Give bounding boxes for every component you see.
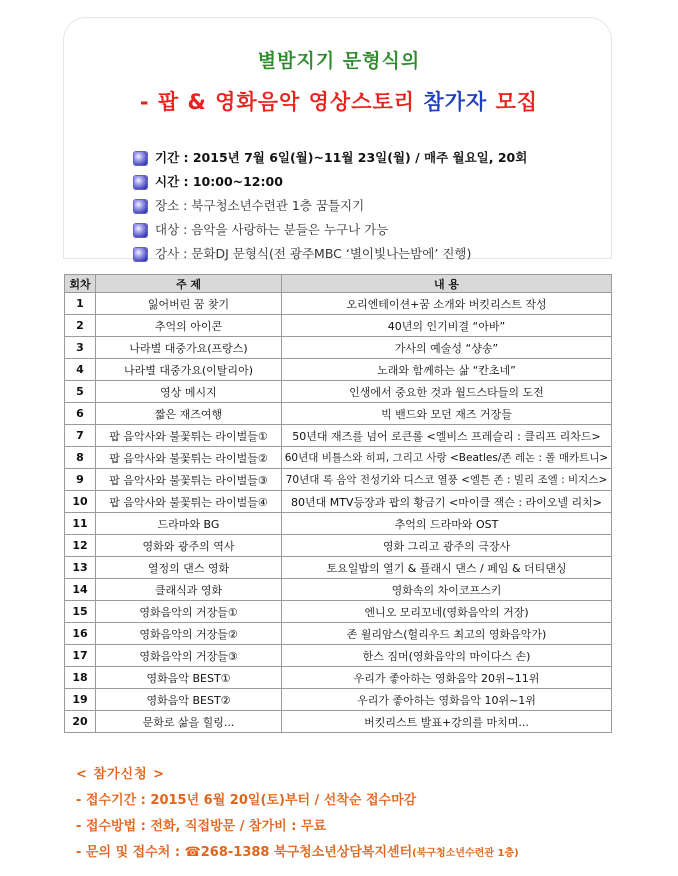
square-bullet-icon xyxy=(134,200,147,213)
session-topic: 영화와 광주의 역사 xyxy=(96,535,282,557)
session-number: 9 xyxy=(65,469,96,491)
session-topic: 팝 음악사와 불꽃튀는 라이벌들① xyxy=(96,425,282,447)
title-line2 xyxy=(0,86,678,116)
application-section xyxy=(76,762,636,866)
session-content: 가사의 예술성 “샹송” xyxy=(282,337,612,359)
session-number: 17 xyxy=(65,645,96,667)
session-number: 12 xyxy=(65,535,96,557)
session-topic: 열정의 댄스 영화 xyxy=(96,557,282,579)
contact-text: - 문의 및 접수처 : ☎268-1388 북구청소년상담복지센터 xyxy=(76,845,413,860)
table-row xyxy=(65,469,612,491)
session-number: 6 xyxy=(65,403,96,425)
table-row xyxy=(65,293,612,315)
session-content: 60년대 비틀스와 히피, 그리고 사랑 <Beatles/존 레논 : 폴 매카트니> xyxy=(282,447,612,469)
table-row xyxy=(65,689,612,711)
session-content: 영화 그리고 광주의 극장사 xyxy=(282,535,612,557)
session-content: 70년대 록 음악 전성기와 디스코 열풍 <엘튼 존 : 빌리 조엘 : 비지스> xyxy=(282,469,612,491)
table-row xyxy=(65,315,612,337)
session-topic: 짧은 재즈여행 xyxy=(96,403,282,425)
info-item-target xyxy=(134,218,594,242)
table-row xyxy=(65,447,612,469)
table-row xyxy=(65,535,612,557)
title-line1: 별밤지기 문형식의 xyxy=(257,50,421,72)
session-content: 인생에서 중요한 것과 월드스타들의 도전 xyxy=(282,381,612,403)
session-content: 노래와 함께하는 삶 “칸초네” xyxy=(282,359,612,381)
square-bullet-icon xyxy=(134,248,147,261)
session-number: 8 xyxy=(65,447,96,469)
col-header-session: 회차 xyxy=(65,275,96,293)
session-number: 15 xyxy=(65,601,96,623)
schedule-table xyxy=(64,274,612,733)
session-number: 16 xyxy=(65,623,96,645)
title-main: 팝 & 영화음악 영상스토리 xyxy=(157,90,416,114)
info-text: 시간 : 10:00~12:00 xyxy=(155,174,283,189)
table-row xyxy=(65,557,612,579)
application-heading: < 참가신청 > xyxy=(76,767,166,782)
session-content: 영화속의 차이코프스키 xyxy=(282,579,612,601)
session-topic: 팝 음악사와 불꽃튀는 라이벌들② xyxy=(96,447,282,469)
col-header-topic: 주 제 xyxy=(96,275,282,293)
session-content: 50년대 재즈를 넘어 로큰롤 <엘비스 프레슬리 : 클리프 리차드> xyxy=(282,425,612,447)
table-row xyxy=(65,359,612,381)
application-period: - 접수기간 : 2015년 6월 20일(토)부터 / 선착순 접수마감 xyxy=(76,793,417,808)
info-item-place xyxy=(134,194,594,218)
session-topic: 팝 음악사와 불꽃튀는 라이벌들④ xyxy=(96,491,282,513)
session-content: 80년대 MTV등장과 팝의 황금기 <마이클 잭슨 : 라이오넬 리치> xyxy=(282,491,612,513)
table-row xyxy=(65,579,612,601)
session-content: 토요일밤의 열기 & 플래시 댄스 / 페임 & 더티댄싱 xyxy=(282,557,612,579)
session-content: 빅 밴드와 모던 재즈 거장들 xyxy=(282,403,612,425)
info-list xyxy=(134,146,594,266)
session-number: 5 xyxy=(65,381,96,403)
info-text: 장소 : 북구청소년수련관 1층 꿈틀지기 xyxy=(155,198,365,213)
session-topic: 영화음악의 거장들② xyxy=(96,623,282,645)
session-number: 4 xyxy=(65,359,96,381)
session-topic: 문화로 삶을 힐링... xyxy=(96,711,282,733)
session-content: 존 윌리암스(헐리우드 최고의 영화음악가) xyxy=(282,623,612,645)
square-bullet-icon xyxy=(134,152,147,165)
session-number: 2 xyxy=(65,315,96,337)
table-header-row xyxy=(65,275,612,293)
session-number: 18 xyxy=(65,667,96,689)
session-content: 엔니오 모리꼬네(영화음악의 거장) xyxy=(282,601,612,623)
square-bullet-icon xyxy=(134,224,147,237)
session-content: 우리가 좋아하는 영화음악 20위~11위 xyxy=(282,667,612,689)
session-number: 13 xyxy=(65,557,96,579)
session-topic: 드라마와 BG xyxy=(96,513,282,535)
session-topic: 잃어버린 꿈 찾기 xyxy=(96,293,282,315)
application-method: - 접수방법 : 전화, 직접방문 / 참가비 : 무료 xyxy=(76,819,327,834)
table-row xyxy=(65,425,612,447)
session-topic: 영화음악 BEST② xyxy=(96,689,282,711)
session-content: 40년의 인기비결 “아바” xyxy=(282,315,612,337)
title-highlight: 참가자 xyxy=(423,90,488,114)
table-row xyxy=(65,381,612,403)
session-number: 14 xyxy=(65,579,96,601)
session-topic: 나라별 대중가요(프랑스) xyxy=(96,337,282,359)
info-item-period xyxy=(134,146,594,170)
session-content: 추억의 드라마와 OST xyxy=(282,513,612,535)
info-item-time xyxy=(134,170,594,194)
session-number: 7 xyxy=(65,425,96,447)
info-text: 강사 : 문화DJ 문형식(전 광주MBC ‘별이빛나는밤에’ 진행) xyxy=(155,246,472,261)
table-row xyxy=(65,645,612,667)
col-header-content: 내 용 xyxy=(282,275,612,293)
table-row xyxy=(65,337,612,359)
session-number: 11 xyxy=(65,513,96,535)
title-dash: - xyxy=(139,90,158,114)
table-row xyxy=(65,601,612,623)
session-number: 10 xyxy=(65,491,96,513)
session-topic: 추억의 아이콘 xyxy=(96,315,282,337)
table-row xyxy=(65,513,612,535)
application-contact xyxy=(76,840,636,866)
session-topic: 영화음악의 거장들① xyxy=(96,601,282,623)
session-topic: 나라별 대중가요(이탈리아) xyxy=(96,359,282,381)
session-content: 오리엔테이션+꿈 소개와 버킷리스트 작성 xyxy=(282,293,612,315)
table-row xyxy=(65,711,612,733)
session-number: 20 xyxy=(65,711,96,733)
square-bullet-icon xyxy=(134,176,147,189)
session-number: 19 xyxy=(65,689,96,711)
session-topic: 클래식과 영화 xyxy=(96,579,282,601)
table-row xyxy=(65,667,612,689)
info-text: 기간 : 2015년 7월 6일(월)~11월 23일(월) / 매주 월요일, 20회 xyxy=(155,150,528,165)
session-topic: 영화음악의 거장들③ xyxy=(96,645,282,667)
session-content: 우리가 좋아하는 영화음악 10위~1위 xyxy=(282,689,612,711)
session-number: 3 xyxy=(65,337,96,359)
contact-location: (북구청소년수련관 1층) xyxy=(412,848,519,859)
session-content: 한스 짐머(영화음악의 마이다스 손) xyxy=(282,645,612,667)
session-topic: 팝 음악사와 불꽃튀는 라이벌들③ xyxy=(96,469,282,491)
session-content: 버킷리스트 발표+강의를 마치며... xyxy=(282,711,612,733)
title-end: 모집 xyxy=(495,90,539,114)
session-topic: 영화음악 BEST① xyxy=(96,667,282,689)
table-row xyxy=(65,403,612,425)
info-text: 대상 : 음악을 사랑하는 분들은 누구나 가능 xyxy=(155,222,389,237)
session-topic: 영상 메시지 xyxy=(96,381,282,403)
info-item-instructor xyxy=(134,242,594,266)
table-row xyxy=(65,623,612,645)
table-row xyxy=(65,491,612,513)
session-number: 1 xyxy=(65,293,96,315)
